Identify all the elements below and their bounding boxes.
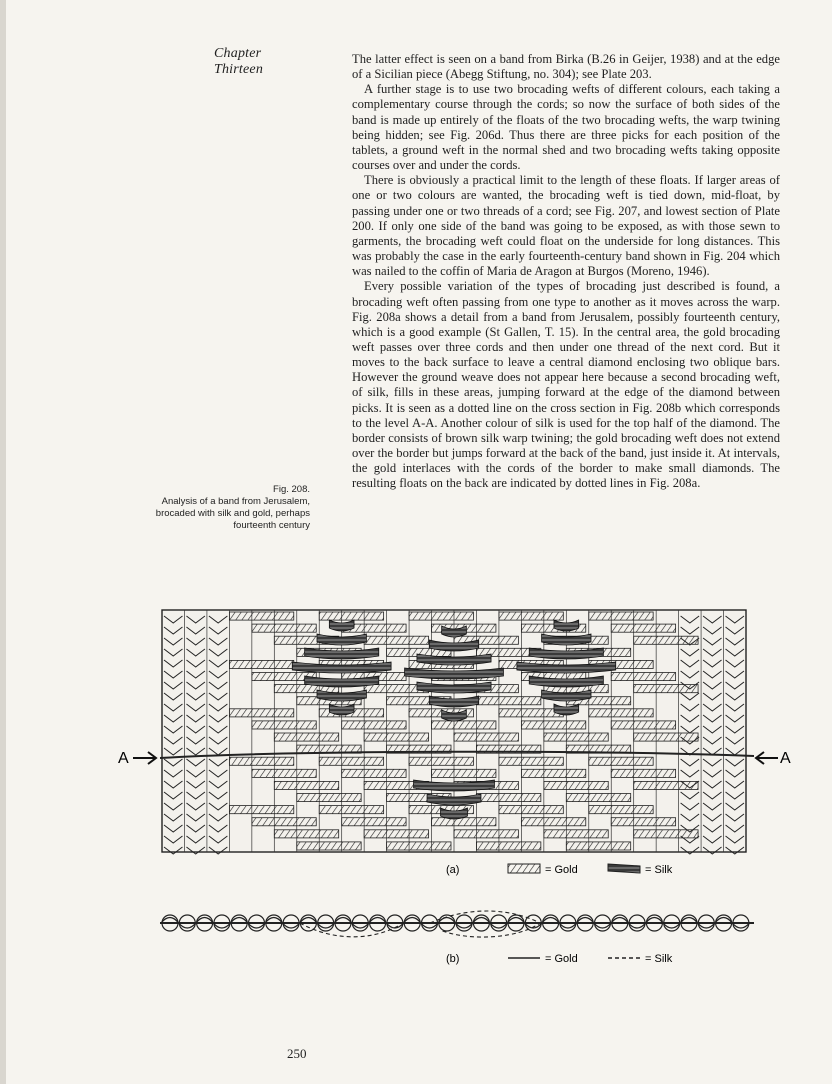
chapter-heading: Chapter Thirteen	[214, 46, 264, 77]
figure-208	[0, 590, 832, 980]
gold-swatch	[508, 864, 540, 873]
panel-a-label: (a)	[446, 864, 460, 876]
legend-b-silk: = Silk	[645, 953, 673, 965]
figure-caption	[120, 484, 310, 532]
legend-a-gold: = Gold	[545, 864, 578, 876]
body-text	[352, 52, 780, 492]
paragraph-1: The latter effect is seen on a band from Birka (B.26 in Geijer, 1938) and at the edge of a Sicilian piece (Abegg Stiftung, no. 304); see Plate 203.	[352, 52, 780, 82]
paragraph-3: There is obviously a practical limit to the length of these floats. If larger areas of one or two colours are wanted, the brocading weft is tied down, mid-float, by passing under one or two threads of a cord; see Fig. 207, and lowest section of Plate 200. If only one side of the band was going to be exposed, as with those sewn to garments, the brocading weft could float on the underside for long distances. This was probably the case in the early fourteenth-century band shown in Fig. 204 which was nailed to the coffin of Maria de Aragon at Burgos (Moreno, 1946).	[352, 173, 780, 279]
paragraph-4: Every possible variation of the types of brocading just described is found, a brocading weft often passing from one type to another as it moves across the warp. Fig. 208a shows a detail from a band from Jerusalem, possibly fourteenth century, which is a good example (St Gallen, T. 15). In the central area, the gold brocading weft passes over three cords and then under one thread of the next cord. But it moves to the back surface to leave a central diamond enclosing two oblique bars. However the ground weave does not appear here because a second brocading weft, of silk, fills in these areas, jumping forward at the edge of the diamond between picks. It is seen as a dotted line on the cross section in Fig. 208b which corresponds to the level A-A. Another colour of silk is used for the top half of the diamond. The border consists of brown silk warp twining; the gold brocading weft does not extend over the border but jumps forward at the back of the band, just inside it. At intervals, the gold interlaces with the cords of the border to make small diamonds. The resulting floats on the back are indicated by dotted lines in Fig. 208a.	[352, 279, 780, 491]
legend-a-silk: = Silk	[645, 864, 673, 876]
marker-right: A	[780, 750, 791, 767]
caption-text: Analysis of a band from Jerusalem, brocaded with silk and gold, perhaps fourteenth century	[155, 496, 310, 531]
silk-swatch	[608, 864, 640, 873]
paragraph-2: A further stage is to use two brocading wefts of different colours, each taking a complementary course through the cords; so now the surface of both sides of the band is made up entirely of the floats of the two brocading wefts, the warp twining being hidden; see Fig. 206d. Thus there are three picks for each position of the tablets, a ground weft in the normal shed and two brocading wefts taking opposite courses over and under the cords.	[352, 82, 780, 173]
legend-b-gold: = Gold	[545, 953, 578, 965]
panel-b-label: (b)	[446, 953, 460, 965]
figure-number: Fig. 208.	[273, 484, 310, 495]
cross-section-b	[160, 911, 754, 937]
arrow-left-icon	[756, 752, 778, 764]
marker-left: A	[118, 750, 129, 767]
arrow-right-icon	[133, 752, 156, 764]
band-diagram-a	[162, 610, 746, 854]
page-number: 250	[287, 1046, 307, 1061]
